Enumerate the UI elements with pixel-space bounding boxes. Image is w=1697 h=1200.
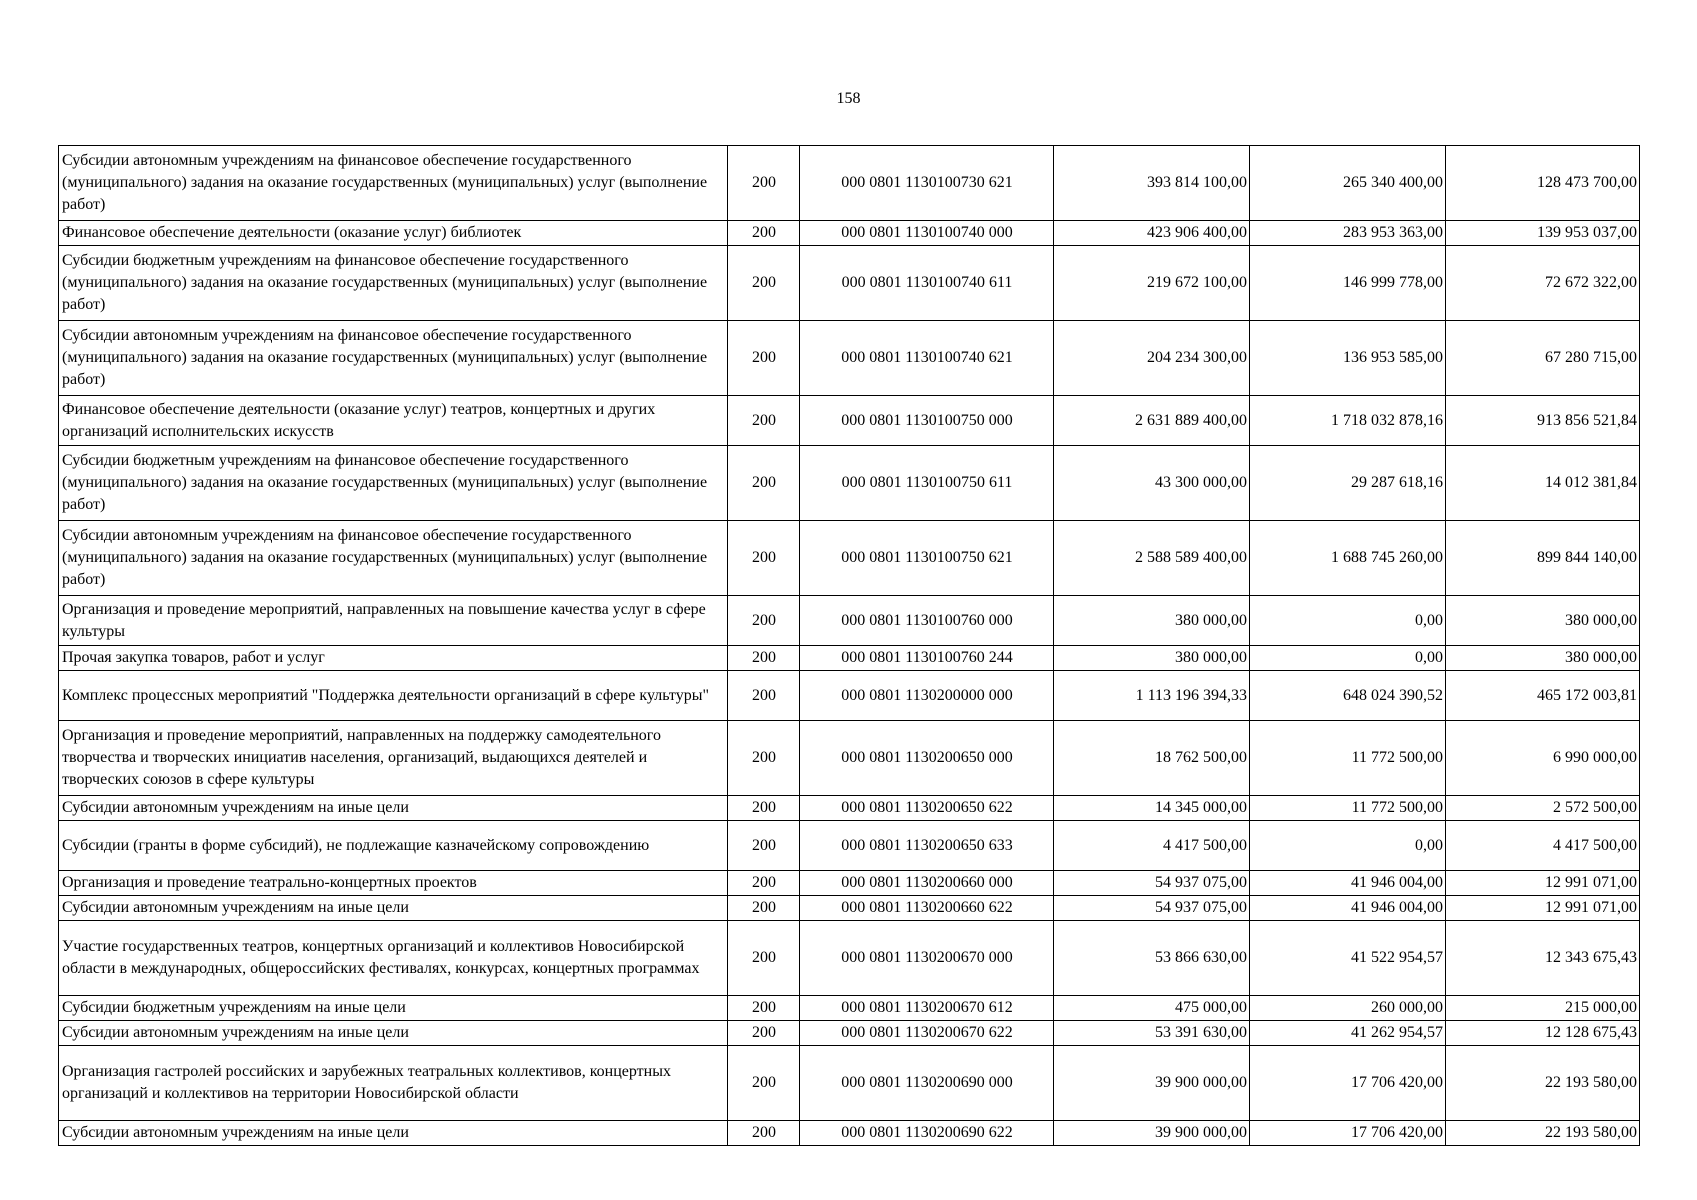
budget-classification-code-cell: 000 0801 1130100740 000: [800, 221, 1054, 246]
admin-code-cell: 200: [728, 896, 800, 921]
approved-amount-cell: 4 417 500,00: [1054, 821, 1250, 871]
unexecuted-amount-cell: 215 000,00: [1446, 996, 1640, 1021]
unexecuted-amount-cell: 913 856 521,84: [1446, 396, 1640, 446]
approved-amount-cell: 39 900 000,00: [1054, 1121, 1250, 1146]
item-name-cell: Организация и проведение мероприятий, направленных на поддержку самодеятельного творчества и творческих инициатив населения, организаций, выдающихся деятелей и творческих союзов в сфере культуры: [59, 721, 728, 796]
approved-amount-cell: 380 000,00: [1054, 646, 1250, 671]
executed-amount-cell: 648 024 390,52: [1250, 671, 1446, 721]
table-row: [59, 1021, 1640, 1046]
unexecuted-amount-cell: 899 844 140,00: [1446, 521, 1640, 596]
budget-classification-code-cell: 000 0801 1130100740 621: [800, 321, 1054, 396]
table-row: [59, 446, 1640, 521]
unexecuted-amount-cell: 128 473 700,00: [1446, 146, 1640, 221]
admin-code-cell: 200: [728, 521, 800, 596]
budget-classification-code-cell: 000 0801 1130200650 622: [800, 796, 1054, 821]
approved-amount-cell: 43 300 000,00: [1054, 446, 1250, 521]
approved-amount-cell: 219 672 100,00: [1054, 246, 1250, 321]
item-name-cell: Финансовое обеспечение деятельности (оказание услуг) театров, концертных и других организаций исполнительских искусств: [59, 396, 728, 446]
item-name-cell: Субсидии бюджетным учреждениям на финансовое обеспечение государственного (муниципального) задания на оказание государственных (муниципальных) услуг (выполнение работ): [59, 246, 728, 321]
executed-amount-cell: 0,00: [1250, 596, 1446, 646]
approved-amount-cell: 380 000,00: [1054, 596, 1250, 646]
admin-code-cell: 200: [728, 996, 800, 1021]
executed-amount-cell: 41 946 004,00: [1250, 896, 1446, 921]
executed-amount-cell: 0,00: [1250, 646, 1446, 671]
budget-classification-code-cell: 000 0801 1130200660 000: [800, 871, 1054, 896]
admin-code-cell: 200: [728, 396, 800, 446]
table-row: [59, 1046, 1640, 1121]
unexecuted-amount-cell: 4 417 500,00: [1446, 821, 1640, 871]
approved-amount-cell: 2 631 889 400,00: [1054, 396, 1250, 446]
admin-code-cell: 200: [728, 596, 800, 646]
approved-amount-cell: 475 000,00: [1054, 996, 1250, 1021]
item-name-cell: Комплекс процессных мероприятий "Поддержка деятельности организаций в сфере культуры": [59, 671, 728, 721]
budget-classification-code-cell: 000 0801 1130100750 000: [800, 396, 1054, 446]
admin-code-cell: 200: [728, 796, 800, 821]
executed-amount-cell: 29 287 618,16: [1250, 446, 1446, 521]
admin-code-cell: 200: [728, 1121, 800, 1146]
table-row: [59, 596, 1640, 646]
table-row: [59, 821, 1640, 871]
unexecuted-amount-cell: 6 990 000,00: [1446, 721, 1640, 796]
item-name-cell: Финансовое обеспечение деятельности (оказание услуг) библиотек: [59, 221, 728, 246]
item-name-cell: Субсидии автономным учреждениям на иные цели: [59, 796, 728, 821]
budget-table-body: [59, 146, 1640, 1146]
table-row: [59, 671, 1640, 721]
item-name-cell: Субсидии автономным учреждениям на иные цели: [59, 896, 728, 921]
item-name-cell: Субсидии автономным учреждениям на финансовое обеспечение государственного (муниципального) задания на оказание государственных (муниципальных) услуг (выполнение работ): [59, 146, 728, 221]
executed-amount-cell: 41 946 004,00: [1250, 871, 1446, 896]
unexecuted-amount-cell: 22 193 580,00: [1446, 1046, 1640, 1121]
unexecuted-amount-cell: 139 953 037,00: [1446, 221, 1640, 246]
table-row: [59, 396, 1640, 446]
approved-amount-cell: 39 900 000,00: [1054, 1046, 1250, 1121]
unexecuted-amount-cell: 12 128 675,43: [1446, 1021, 1640, 1046]
admin-code-cell: 200: [728, 221, 800, 246]
unexecuted-amount-cell: 380 000,00: [1446, 646, 1640, 671]
budget-classification-code-cell: 000 0801 1130100730 621: [800, 146, 1054, 221]
table-row: [59, 646, 1640, 671]
budget-classification-code-cell: 000 0801 1130100750 611: [800, 446, 1054, 521]
executed-amount-cell: 17 706 420,00: [1250, 1121, 1446, 1146]
item-name-cell: Субсидии (гранты в форме субсидий), не подлежащие казначейскому сопровождению: [59, 821, 728, 871]
table-row: [59, 921, 1640, 996]
approved-amount-cell: 423 906 400,00: [1054, 221, 1250, 246]
unexecuted-amount-cell: 67 280 715,00: [1446, 321, 1640, 396]
item-name-cell: Субсидии автономным учреждениям на иные цели: [59, 1021, 728, 1046]
admin-code-cell: 200: [728, 921, 800, 996]
unexecuted-amount-cell: 465 172 003,81: [1446, 671, 1640, 721]
table-row: [59, 996, 1640, 1021]
table-row: [59, 146, 1640, 221]
admin-code-cell: 200: [728, 871, 800, 896]
unexecuted-amount-cell: 22 193 580,00: [1446, 1121, 1640, 1146]
executed-amount-cell: 283 953 363,00: [1250, 221, 1446, 246]
item-name-cell: Организация и проведение мероприятий, направленных на повышение качества услуг в сфере культуры: [59, 596, 728, 646]
budget-classification-code-cell: 000 0801 1130100750 621: [800, 521, 1054, 596]
executed-amount-cell: 41 262 954,57: [1250, 1021, 1446, 1046]
budget-classification-code-cell: 000 0801 1130200650 633: [800, 821, 1054, 871]
admin-code-cell: 200: [728, 1046, 800, 1121]
admin-code-cell: 200: [728, 321, 800, 396]
budget-classification-code-cell: 000 0801 1130200690 622: [800, 1121, 1054, 1146]
executed-amount-cell: 11 772 500,00: [1250, 796, 1446, 821]
approved-amount-cell: 53 391 630,00: [1054, 1021, 1250, 1046]
item-name-cell: Субсидии автономным учреждениям на финансовое обеспечение государственного (муниципального) задания на оказание государственных (муниципальных) услуг (выполнение работ): [59, 521, 728, 596]
executed-amount-cell: 146 999 778,00: [1250, 246, 1446, 321]
approved-amount-cell: 1 113 196 394,33: [1054, 671, 1250, 721]
executed-amount-cell: 11 772 500,00: [1250, 721, 1446, 796]
executed-amount-cell: 0,00: [1250, 821, 1446, 871]
budget-classification-code-cell: 000 0801 1130100740 611: [800, 246, 1054, 321]
table-row: [59, 521, 1640, 596]
table-row: [59, 896, 1640, 921]
unexecuted-amount-cell: 12 991 071,00: [1446, 871, 1640, 896]
item-name-cell: Прочая закупка товаров, работ и услуг: [59, 646, 728, 671]
item-name-cell: Субсидии автономным учреждениям на финансовое обеспечение государственного (муниципального) задания на оказание государственных (муниципальных) услуг (выполнение работ): [59, 321, 728, 396]
approved-amount-cell: 53 866 630,00: [1054, 921, 1250, 996]
budget-classification-code-cell: 000 0801 1130200660 622: [800, 896, 1054, 921]
item-name-cell: Субсидии бюджетным учреждениям на иные цели: [59, 996, 728, 1021]
budget-classification-code-cell: 000 0801 1130200690 000: [800, 1046, 1054, 1121]
executed-amount-cell: 41 522 954,57: [1250, 921, 1446, 996]
table-row: [59, 246, 1640, 321]
executed-amount-cell: 17 706 420,00: [1250, 1046, 1446, 1121]
approved-amount-cell: 18 762 500,00: [1054, 721, 1250, 796]
executed-amount-cell: 136 953 585,00: [1250, 321, 1446, 396]
executed-amount-cell: 1 718 032 878,16: [1250, 396, 1446, 446]
table-row: [59, 871, 1640, 896]
admin-code-cell: 200: [728, 1021, 800, 1046]
budget-classification-code-cell: 000 0801 1130200000 000: [800, 671, 1054, 721]
admin-code-cell: 200: [728, 246, 800, 321]
page-number: 158: [836, 90, 861, 107]
budget-table: [58, 145, 1640, 1146]
approved-amount-cell: 204 234 300,00: [1054, 321, 1250, 396]
unexecuted-amount-cell: 12 343 675,43: [1446, 921, 1640, 996]
unexecuted-amount-cell: 72 672 322,00: [1446, 246, 1640, 321]
table-row: [59, 321, 1640, 396]
admin-code-cell: 200: [728, 446, 800, 521]
admin-code-cell: 200: [728, 671, 800, 721]
approved-amount-cell: 54 937 075,00: [1054, 871, 1250, 896]
admin-code-cell: 200: [728, 821, 800, 871]
approved-amount-cell: 2 588 589 400,00: [1054, 521, 1250, 596]
unexecuted-amount-cell: 2 572 500,00: [1446, 796, 1640, 821]
table-row: [59, 1121, 1640, 1146]
table-row: [59, 796, 1640, 821]
budget-classification-code-cell: 000 0801 1130200670 000: [800, 921, 1054, 996]
approved-amount-cell: 393 814 100,00: [1054, 146, 1250, 221]
approved-amount-cell: 54 937 075,00: [1054, 896, 1250, 921]
approved-amount-cell: 14 345 000,00: [1054, 796, 1250, 821]
budget-classification-code-cell: 000 0801 1130200650 000: [800, 721, 1054, 796]
unexecuted-amount-cell: 12 991 071,00: [1446, 896, 1640, 921]
admin-code-cell: 200: [728, 646, 800, 671]
budget-classification-code-cell: 000 0801 1130100760 244: [800, 646, 1054, 671]
executed-amount-cell: 260 000,00: [1250, 996, 1446, 1021]
budget-classification-code-cell: 000 0801 1130100760 000: [800, 596, 1054, 646]
admin-code-cell: 200: [728, 146, 800, 221]
budget-classification-code-cell: 000 0801 1130200670 622: [800, 1021, 1054, 1046]
table-row: [59, 221, 1640, 246]
item-name-cell: Организация гастролей российских и зарубежных театральных коллективов, концертных организаций и коллективов на территории Новосибирской области: [59, 1046, 728, 1121]
budget-classification-code-cell: 000 0801 1130200670 612: [800, 996, 1054, 1021]
executed-amount-cell: 265 340 400,00: [1250, 146, 1446, 221]
unexecuted-amount-cell: 14 012 381,84: [1446, 446, 1640, 521]
item-name-cell: Субсидии автономным учреждениям на иные цели: [59, 1121, 728, 1146]
table-row: [59, 721, 1640, 796]
admin-code-cell: 200: [728, 721, 800, 796]
item-name-cell: Субсидии бюджетным учреждениям на финансовое обеспечение государственного (муниципального) задания на оказание государственных (муниципальных) услуг (выполнение работ): [59, 446, 728, 521]
executed-amount-cell: 1 688 745 260,00: [1250, 521, 1446, 596]
item-name-cell: Участие государственных театров, концертных организаций и коллективов Новосибирской области в международных, общероссийских фестивалях, конкурсах, концертных программах: [59, 921, 728, 996]
item-name-cell: Организация и проведение театрально-концертных проектов: [59, 871, 728, 896]
unexecuted-amount-cell: 380 000,00: [1446, 596, 1640, 646]
